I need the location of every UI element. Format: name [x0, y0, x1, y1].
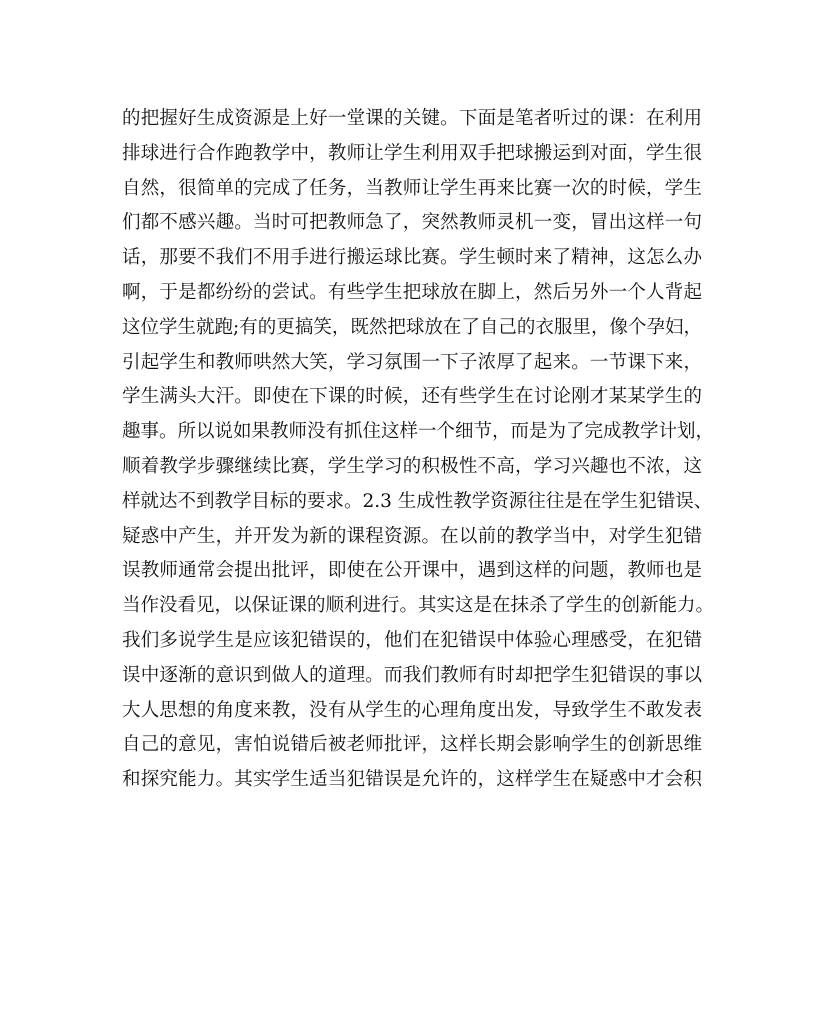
text-line-20: 和探究能力。其实学生适当犯错误是允许的，这样学生在疑惑中才会积	[122, 769, 702, 791]
text-line-1: 的把握好生成资源是上好一堂课的关键。下面是笔者听过的课：在利用	[122, 108, 702, 129]
text-line-3: 自然，很简单的完成了任务，当教师让学生再来比赛一次的时候，学生	[122, 177, 702, 199]
text-line-2: 排球进行合作跑教学中，教师让学生利用双手把球搬运到对面，学生很	[122, 142, 702, 164]
text-line-12: 样就达不到教学目标的要求。2.3 生成性教学资源往往是在学生犯错误、	[122, 490, 713, 512]
text-line-7: 这位学生就跑;有的更搞笑，既然把球放在了自己的衣服里，像个孕妇，	[122, 316, 702, 338]
text-line-16: 我们多说学生是应该犯错误的，他们在犯错误中体验心理感受，在犯错	[122, 629, 702, 651]
text-line-5: 话，那要不我们不用手进行搬运球比赛。学生顿时来了精神，这怎么办	[122, 247, 702, 269]
text-line-14: 误教师通常会提出批评，即使在公开课中，遇到这样的问题，教师也是	[122, 560, 702, 582]
text-line-19: 自己的意见，害怕说错后被老师批评，这样长期会影响学生的创新思维	[122, 734, 702, 756]
text-line-4: 们都不感兴趣。当时可把教师急了，突然教师灵机一变，冒出这样一句	[122, 212, 702, 234]
text-line-18: 大人思想的角度来教，没有从学生的心理角度出发，导致学生不敢发表	[122, 699, 702, 721]
text-line-17: 误中逐渐的意识到做人的道理。而我们教师有时却把学生犯错误的事以	[122, 664, 702, 686]
text-line-15: 当作没看见，以保证课的顺利进行。其实这是在抹杀了学生的创新能力。	[122, 595, 715, 617]
text-line-6: 啊，于是都纷纷的尝试。有些学生把球放在脚上，然后另外一个人背起	[122, 281, 702, 303]
text-line-10: 趣事。所以说如果教师没有抓住这样一个细节，而是为了完成教学计划，	[122, 421, 715, 443]
text-line-11: 顺着教学步骤继续比赛，学生学习的积极性不高，学习兴趣也不浓，这	[122, 455, 702, 477]
text-line-9: 学生满头大汗。即使在下课的时候，还有些学生在讨论刚才某某学生的	[122, 386, 702, 408]
body-paragraph	[122, 102, 715, 798]
text-line-13: 疑惑中产生，并开发为新的课程资源。在以前的教学当中，对学生犯错	[122, 525, 702, 547]
text-line-8: 引起学生和教师哄然大笑，学习氛围一下子浓厚了起来。一节课下来，	[122, 351, 702, 373]
